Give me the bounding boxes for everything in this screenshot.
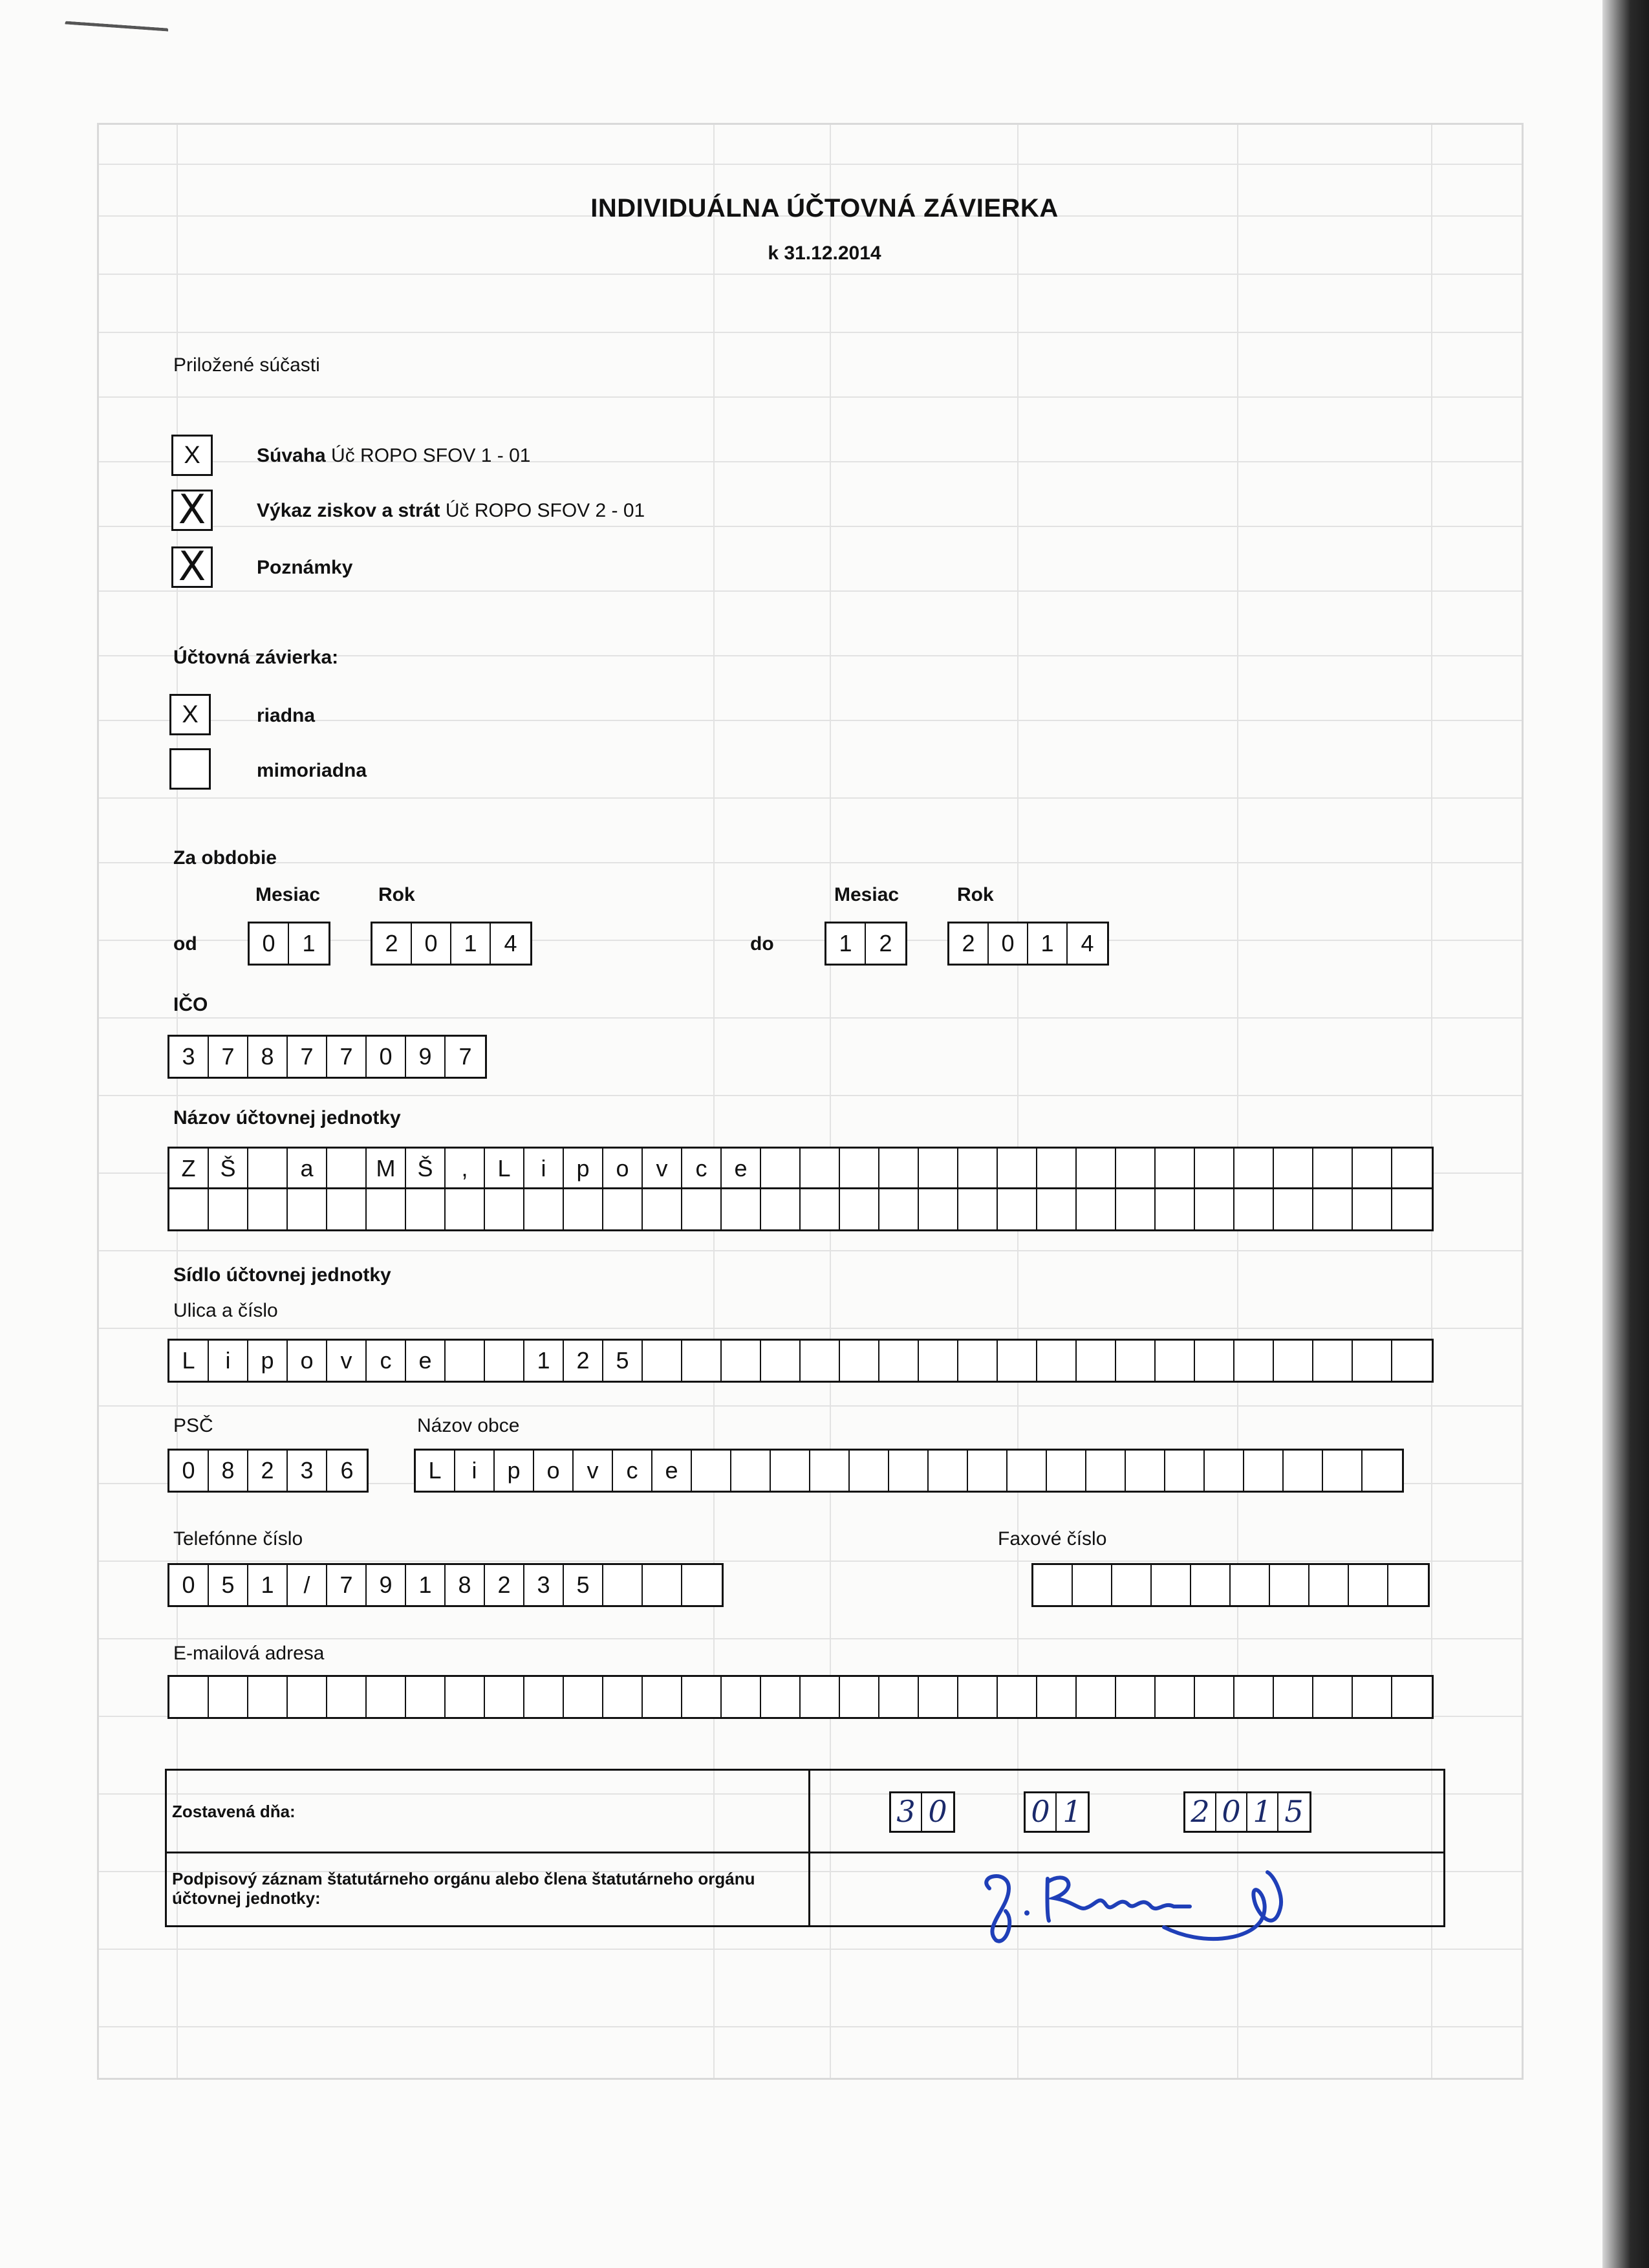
char-box [801,1341,840,1381]
char-box [1349,1565,1388,1605]
char-box [731,1451,771,1491]
char-box: o [603,1149,643,1189]
char-box [682,1677,722,1717]
char-box [761,1149,801,1189]
char-box [446,1677,485,1717]
char-box [406,1189,446,1229]
char-box [1077,1149,1116,1189]
char-box [1310,1565,1349,1605]
char-box [1388,1565,1428,1605]
char-box [1156,1189,1195,1229]
compiled-year-field[interactable] [1183,1791,1311,1833]
char-box [1205,1451,1244,1491]
char-box: 3 [524,1565,564,1605]
char-box [603,1677,643,1717]
char-box [919,1149,958,1189]
char-box [169,1189,209,1229]
char-box: 0 [412,923,451,964]
char-box: 0 [169,1451,209,1491]
char-box: 7 [458,1043,472,1070]
char-box [485,1677,524,1717]
char-box [1313,1677,1353,1717]
char-box: 1 [826,923,866,964]
char-box: 1 [248,1565,288,1605]
char-box: 1 [406,1565,446,1605]
char-box [1313,1149,1353,1189]
char-box [327,1149,367,1189]
char-box [485,1189,524,1229]
ico-label: IČO [173,994,208,1015]
attachment-income-statement-checkbox[interactable]: X [171,490,213,531]
char-box [879,1677,919,1717]
char-box: 6 [340,1457,354,1484]
attachment-notes-label [257,557,352,579]
char-box [879,1149,919,1189]
char-box [840,1341,879,1381]
char-box [1274,1341,1313,1381]
char-box [1195,1149,1234,1189]
char-box [919,1189,958,1229]
compiled-date-label: Zostavená dňa: [172,1802,296,1821]
char-box [446,1341,485,1381]
attachment-income-statement-bold: Výkaz ziskov a strát [257,500,440,521]
char-box [1234,1149,1274,1189]
char-box [524,1677,564,1717]
char-box [889,1451,929,1491]
city-field[interactable] [414,1449,1404,1493]
char-box: 2 [248,1451,288,1491]
scan-edge [1602,0,1649,2268]
char-box [643,1189,682,1229]
char-box [1077,1189,1116,1229]
char-box [840,1149,879,1189]
handwritten-signature [970,1850,1332,1953]
char-box [919,1677,958,1717]
char-box [722,1677,761,1717]
entity-name-field-row1[interactable] [167,1147,1434,1191]
char-box [288,1677,327,1717]
char-box [1234,1189,1274,1229]
char-box [248,1149,288,1189]
to-year-label: Rok [957,884,994,905]
char-box [643,1677,682,1717]
char-box [879,1189,919,1229]
char-box [801,1149,840,1189]
char-box [564,1189,603,1229]
char-box [919,1341,958,1381]
char-box [1191,1565,1231,1605]
char-box [722,1341,761,1381]
char-box [958,1677,998,1717]
char-box: p [248,1341,288,1381]
char-box: 1 [302,930,316,956]
char-box: Š [209,1149,248,1189]
char-box: , [446,1149,485,1189]
char-box [524,1189,564,1229]
attachment-balance-sheet-bold: Súvaha [257,445,326,466]
char-box: 5 [1284,1794,1304,1829]
char-box [761,1341,801,1381]
char-box: o [534,1451,574,1491]
char-box: 2 [1185,1793,1216,1831]
char-box: 2 [879,930,892,956]
phone-field[interactable] [167,1563,724,1607]
char-box [446,1189,485,1229]
char-box [169,1677,209,1717]
char-box [1077,1677,1116,1717]
char-box [643,1565,682,1605]
char-box: i [209,1341,248,1381]
email-label: E-mailová adresa [173,1643,325,1664]
char-box: 1 [1247,1793,1278,1831]
char-box: 5 [603,1341,643,1381]
from-year-field[interactable] [371,922,532,966]
fax-label: Faxové číslo [998,1528,1107,1550]
char-box [327,1189,367,1229]
to-month-label: Mesiac [834,884,900,905]
entity-name-label: Názov účtovnej jednotky [173,1107,401,1129]
char-box [1008,1451,1047,1491]
char-box [1353,1189,1392,1229]
char-box [1270,1565,1310,1605]
char-box [1126,1451,1165,1491]
char-box [1086,1451,1126,1491]
char-box: e [722,1149,761,1189]
char-box [840,1677,879,1717]
char-box: 3 [288,1451,327,1491]
char-box [1234,1341,1274,1381]
char-box [1244,1451,1284,1491]
char-box: c [613,1451,652,1491]
char-box: i [455,1451,495,1491]
char-box: v [643,1149,682,1189]
char-box [248,1189,288,1229]
char-box [1073,1565,1112,1605]
char-box: L [485,1149,524,1189]
char-box: c [682,1149,722,1189]
char-box [406,1677,446,1717]
char-box [209,1677,248,1717]
closing-type-heading: Účtovná závierka: [173,647,339,668]
closing-ordinary-label: riadna [257,705,316,726]
char-box: 0 [1026,1793,1057,1831]
char-box: 1 [524,1341,564,1381]
city-label: Názov obce [417,1415,520,1436]
char-box: c [367,1341,406,1381]
char-box: v [327,1341,367,1381]
staple-mark [65,21,169,39]
char-box [1047,1451,1086,1491]
char-box [761,1677,801,1717]
char-box: 0 [989,923,1028,964]
char-box: 0 [169,1565,209,1605]
attachment-balance-sheet-checkbox[interactable]: X [171,435,213,476]
from-label: od [173,933,197,955]
char-box [761,1189,801,1229]
char-box: 4 [1081,930,1094,956]
char-box [327,1677,367,1717]
document-title: INDIVIDUÁLNA ÚČTOVNÁ ZÁVIERKA [590,194,1059,222]
address-heading: Sídlo účtovnej jednotky [173,1264,391,1286]
char-box [1353,1149,1392,1189]
char-box: 9 [406,1037,446,1077]
closing-extraordinary-label: mimoriadna [257,760,367,781]
char-box: a [288,1149,327,1189]
char-box [1392,1149,1432,1189]
char-box [1392,1677,1432,1717]
psc-label: PSČ [173,1415,213,1436]
attachment-income-statement-label [257,500,645,522]
char-box [1037,1341,1077,1381]
char-box [1116,1341,1156,1381]
char-box [1156,1341,1195,1381]
char-box: L [169,1341,209,1381]
char-box [850,1451,889,1491]
char-box [958,1149,998,1189]
char-box [1156,1677,1195,1717]
char-box: 5 [209,1565,248,1605]
char-box: 3 [891,1793,922,1831]
phone-label: Telefónne číslo [173,1528,303,1550]
char-box [1165,1451,1205,1491]
attachment-balance-sheet-label [257,445,530,467]
char-box [643,1341,682,1381]
from-month-label: Mesiac [255,884,321,905]
to-month-field[interactable] [824,922,907,966]
char-box: 2 [372,923,412,964]
char-box [1037,1149,1077,1189]
char-box: 0 [1216,1793,1247,1831]
closing-ordinary-checkbox[interactable]: X [169,694,211,735]
fax-field[interactable] [1031,1563,1430,1607]
char-box: 3 [169,1037,209,1077]
email-field[interactable] [167,1675,1434,1719]
char-box [1284,1451,1323,1491]
char-box: e [406,1341,446,1381]
char-box [1195,1341,1234,1381]
char-box [801,1677,840,1717]
char-box [1195,1189,1234,1229]
char-box [998,1189,1037,1229]
char-box [1353,1677,1392,1717]
char-box [998,1677,1037,1717]
char-box: 8 [446,1565,485,1605]
char-box [1033,1565,1073,1605]
char-box [1112,1565,1152,1605]
char-box [998,1149,1037,1189]
char-box [1116,1189,1156,1229]
char-box: L [416,1451,455,1491]
char-box [879,1341,919,1381]
char-box: Š [406,1149,446,1189]
compiled-month-field[interactable] [1024,1791,1090,1833]
as-of-date: k 31.12.2014 [768,243,881,264]
char-box: M [367,1149,406,1189]
char-box [1392,1341,1432,1381]
char-box: 0 [250,923,289,964]
char-box [682,1189,722,1229]
attachments-heading: Priložené súčasti [173,354,320,376]
char-box [1313,1341,1353,1381]
char-box [1323,1451,1363,1491]
attachment-balance-sheet-rest: Úč ROPO SFOV 1 - 01 [325,445,531,466]
from-month-field[interactable] [248,922,330,966]
char-box [1116,1149,1156,1189]
char-box [1353,1341,1392,1381]
char-box [840,1189,879,1229]
char-box [1274,1149,1313,1189]
char-box [958,1341,998,1381]
char-box [1392,1189,1432,1229]
char-box [603,1189,643,1229]
ico-field[interactable] [167,1035,487,1079]
street-label: Ulica a číslo [173,1300,278,1321]
char-box [771,1451,810,1491]
char-box [1037,1189,1077,1229]
char-box: v [574,1451,613,1491]
char-box: 2 [949,923,989,964]
char-box [248,1677,288,1717]
char-box: 5 [564,1565,603,1605]
char-box [801,1189,840,1229]
char-box [929,1451,968,1491]
from-year-label: Rok [378,884,415,905]
char-box: o [288,1341,327,1381]
char-box [367,1677,406,1717]
street-field[interactable] [167,1339,1434,1383]
char-box [1274,1189,1313,1229]
char-box: 8 [248,1037,288,1077]
char-box: i [524,1149,564,1189]
char-box [968,1451,1008,1491]
char-box [1274,1677,1313,1717]
char-box [485,1341,524,1381]
signature-label: Podpisový záznam štatutárneho orgánu alebo člena štatutárneho orgánu účtovnej jednotky: [172,1869,755,1908]
char-box [958,1189,998,1229]
char-box [288,1189,327,1229]
char-box [1116,1677,1156,1717]
to-year-field[interactable] [947,922,1109,966]
char-box [603,1565,643,1605]
closing-extraordinary-checkbox[interactable] [169,748,211,790]
char-box: 7 [209,1037,248,1077]
char-box [1156,1149,1195,1189]
char-box [998,1341,1037,1381]
char-box [722,1189,761,1229]
char-box: 7 [327,1037,367,1077]
char-box [1313,1189,1353,1229]
compiled-day-field[interactable] [889,1791,955,1833]
char-box [209,1189,248,1229]
char-box: 0 [928,1794,947,1829]
char-box: Z [169,1149,209,1189]
char-box: e [652,1451,692,1491]
char-box: 8 [209,1451,248,1491]
char-box: 7 [327,1565,367,1605]
to-label: do [750,933,774,955]
char-box [1037,1677,1077,1717]
char-box [1152,1565,1191,1605]
char-box: p [495,1451,534,1491]
char-box: 9 [367,1565,406,1605]
char-box [682,1565,722,1605]
entity-name-field-row2[interactable] [167,1187,1434,1231]
char-box: 2 [564,1341,603,1381]
psc-field[interactable] [167,1449,369,1493]
attachment-notes-bold: Poznámky [257,557,353,578]
char-box: 1 [1062,1794,1082,1829]
char-box: / [288,1565,327,1605]
char-box: 2 [485,1565,524,1605]
char-box [1077,1341,1116,1381]
char-box [692,1451,731,1491]
char-box: 4 [504,930,517,956]
attachment-income-statement-rest: Úč ROPO SFOV 2 - 01 [440,500,645,521]
attachment-notes-checkbox[interactable]: X [171,546,213,588]
char-box [1363,1451,1402,1491]
char-box: 7 [288,1037,327,1077]
period-heading: Za obdobie [173,847,277,869]
char-box [1195,1677,1234,1717]
char-box: p [564,1149,603,1189]
char-box [1234,1677,1274,1717]
char-box [1231,1565,1270,1605]
char-box [367,1189,406,1229]
char-box [810,1451,850,1491]
char-box: 1 [1028,923,1068,964]
char-box: 1 [451,923,491,964]
char-box [564,1677,603,1717]
char-box [682,1341,722,1381]
char-box: 0 [367,1037,406,1077]
